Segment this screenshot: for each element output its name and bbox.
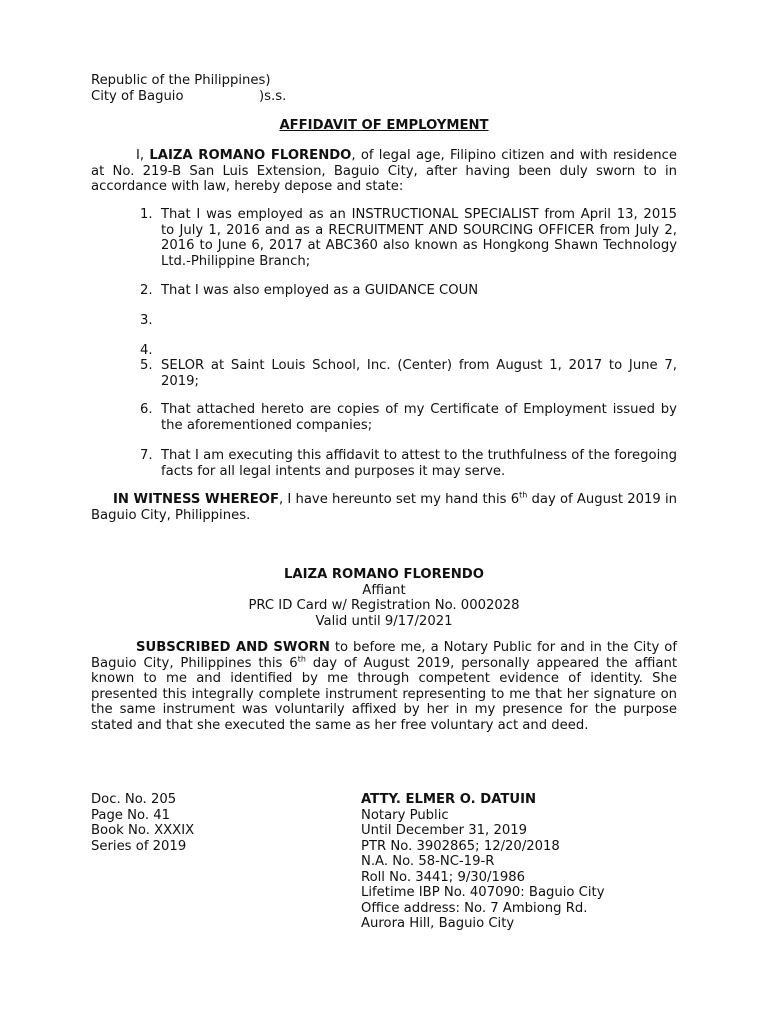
document-title: AFFIDAVIT OF EMPLOYMENT (279, 118, 489, 133)
list-number: 3. (140, 313, 153, 328)
list-item-2 (140, 283, 677, 299)
affiant-id-validity: Valid until 9/17/2021 (315, 613, 453, 629)
venue-block (91, 73, 286, 104)
notary-ptr: PTR No. 3902865; 12/20/2018 (361, 838, 560, 854)
witness-paragraph (91, 492, 677, 523)
list-number: 5. (140, 358, 153, 373)
doc-number: Doc. No. 205 (91, 792, 177, 807)
venue-country: Republic of the Philippines) (91, 73, 271, 88)
witness-lead: IN WITNESS WHEREOF (113, 492, 279, 507)
page-number: Page No. 41 (91, 807, 170, 823)
list-item-5 (140, 358, 677, 389)
notary-name: ATTY. ELMER O. DATUIN (361, 792, 537, 807)
witness-text-1: , I have hereunto set my hand this 6 (279, 492, 520, 507)
affiant-id: PRC ID Card w/ Registration No. 0002028 (248, 598, 520, 613)
notary-commission-expiry: Until December 31, 2019 (361, 823, 528, 838)
intro-paragraph (91, 148, 677, 195)
list-number: 2. (140, 283, 153, 298)
affiant-name-inline: LAIZA ROMANO FLORENDO (149, 148, 352, 163)
list-number: 1. (140, 207, 153, 222)
affiant-role: Affiant (362, 582, 406, 598)
jurat-lead: SUBSCRIBED AND SWORN (136, 640, 330, 655)
notary-na-number: N.A. No. 58-NC-19-R (361, 854, 495, 869)
notary-ibp: Lifetime IBP No. 407090: Baguio City (361, 885, 605, 900)
intro-prefix: I, (136, 148, 150, 163)
list-text: That I was employed as an INSTRUCTIONAL SPECIALIST from April 13, 2015 to July 1, 2016 and as a RECRUITMENT AND SOURCING OFFICER from July 2, 2016 to June 6, 2017 at ABC360 also known as Hongkong Shawn Technology Ltd.-Philippine Branch; (161, 207, 677, 269)
notary-roll-number: Roll No. 3441; 9/30/1986 (361, 869, 526, 885)
series-year: Series of 2019 (91, 838, 187, 854)
notary-title: Notary Public (361, 807, 449, 823)
list-number: 7. (140, 448, 153, 463)
affiant-block (0, 567, 768, 629)
list-text: That I was also employed as a GUIDANCE COUN (161, 283, 479, 298)
jurat-superscript: th (297, 654, 306, 664)
list-item-1 (140, 207, 677, 269)
jurat-text-1: to before me, a Notary Public for and in the City of Baguio City, Philippines this 6 (91, 640, 677, 671)
list-number: 4. (140, 343, 153, 358)
notary-office-address: Office address: No. 7 Ambiong Rd. (361, 900, 588, 916)
list-item-6 (140, 402, 677, 433)
list-text: SELOR at Saint Louis School, Inc. (Center) from August 1, 2017 to June 7, 2019; (161, 358, 677, 389)
venue-city: City of Baguio )s.s. (91, 88, 287, 104)
intro-text: , of legal age, Filipino citizen and with residence at No. 219-B San Luis Extension, Baguio City, after having been duly sworn to in accordance with law, hereby depose and state: (91, 148, 677, 194)
list-number: 6. (140, 402, 153, 417)
list-item-7 (140, 448, 677, 479)
affiant-name: LAIZA ROMANO FLORENDO (284, 567, 484, 582)
witness-text-2: day of August 2019 in Baguio City, Philippines. (91, 492, 677, 523)
list-text: That I am executing this affidavit to attest to the truthfulness of the foregoing facts for all legal intents and purposes it may serve. (161, 448, 677, 479)
notarial-records (91, 792, 194, 854)
witness-superscript: th (519, 490, 528, 500)
jurat-paragraph (91, 640, 677, 733)
list-text: That attached hereto are copies of my Certificate of Employment issued by the aforementioned companies; (161, 402, 677, 433)
jurat-text-2: day of August 2019, personally appeared the affiant known to me and identified by me through competent evidence of identity. She presented this integrally complete instrument representing to me that her signature on the same instrument was voluntarily affixed by her in my presence for the purpose stated and that she executed the same as her free voluntary act and deed. (91, 655, 677, 733)
book-number: Book No. XXXIX (91, 823, 195, 838)
notary-block (361, 792, 605, 932)
notary-office-address-2: Aurora Hill, Baguio City (361, 916, 515, 931)
